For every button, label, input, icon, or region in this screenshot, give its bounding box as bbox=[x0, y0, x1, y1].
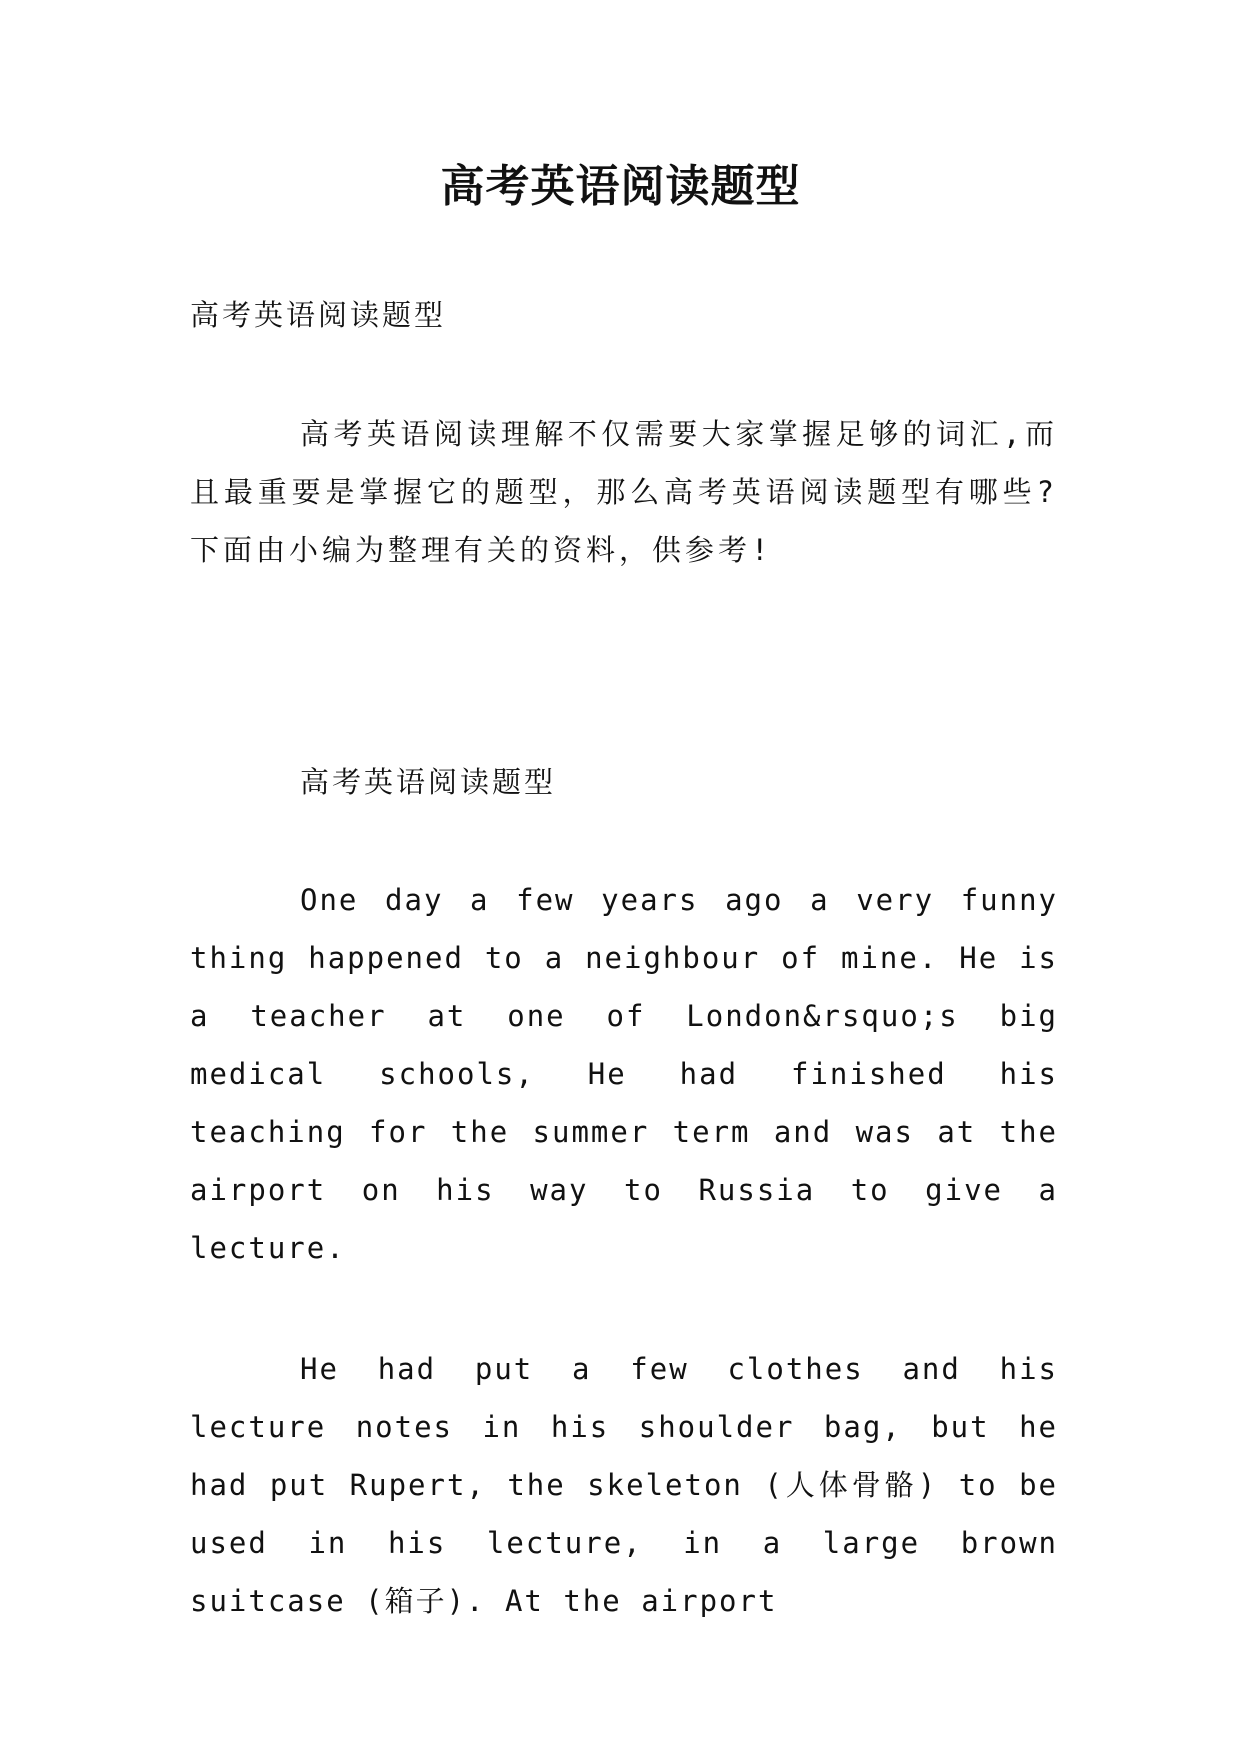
document-subtitle: 高考英语阅读题型 bbox=[190, 298, 447, 332]
intro-paragraph: 高考英语阅读理解不仅需要大家掌握足够的词汇,而且最重要是掌握它的题型，那么高考英语阅读题型有哪些?下面由小编为整理有关的资料，供参考! bbox=[190, 417, 1058, 567]
document-title: 高考英语阅读题型 bbox=[440, 161, 801, 212]
section-heading: 高考英语阅读题型 bbox=[300, 765, 557, 799]
body-paragraph-2: He had put a few clothes and his lecture notes in his shoulder bag, but he had put Rupert, the skeleton (人体骨骼) to be used in his lecture, in a large brown suitcase (箱子). At the airport bbox=[190, 1352, 1058, 1618]
body-paragraph-1: One day a few years ago a very funny thing happened to a neighbour of mine. He is a teacher at one of London&rsquo;s big medical schools, He had finished his teaching for the summer term and was at the airport on his way to Russia to give a lecture. bbox=[190, 883, 1058, 1265]
